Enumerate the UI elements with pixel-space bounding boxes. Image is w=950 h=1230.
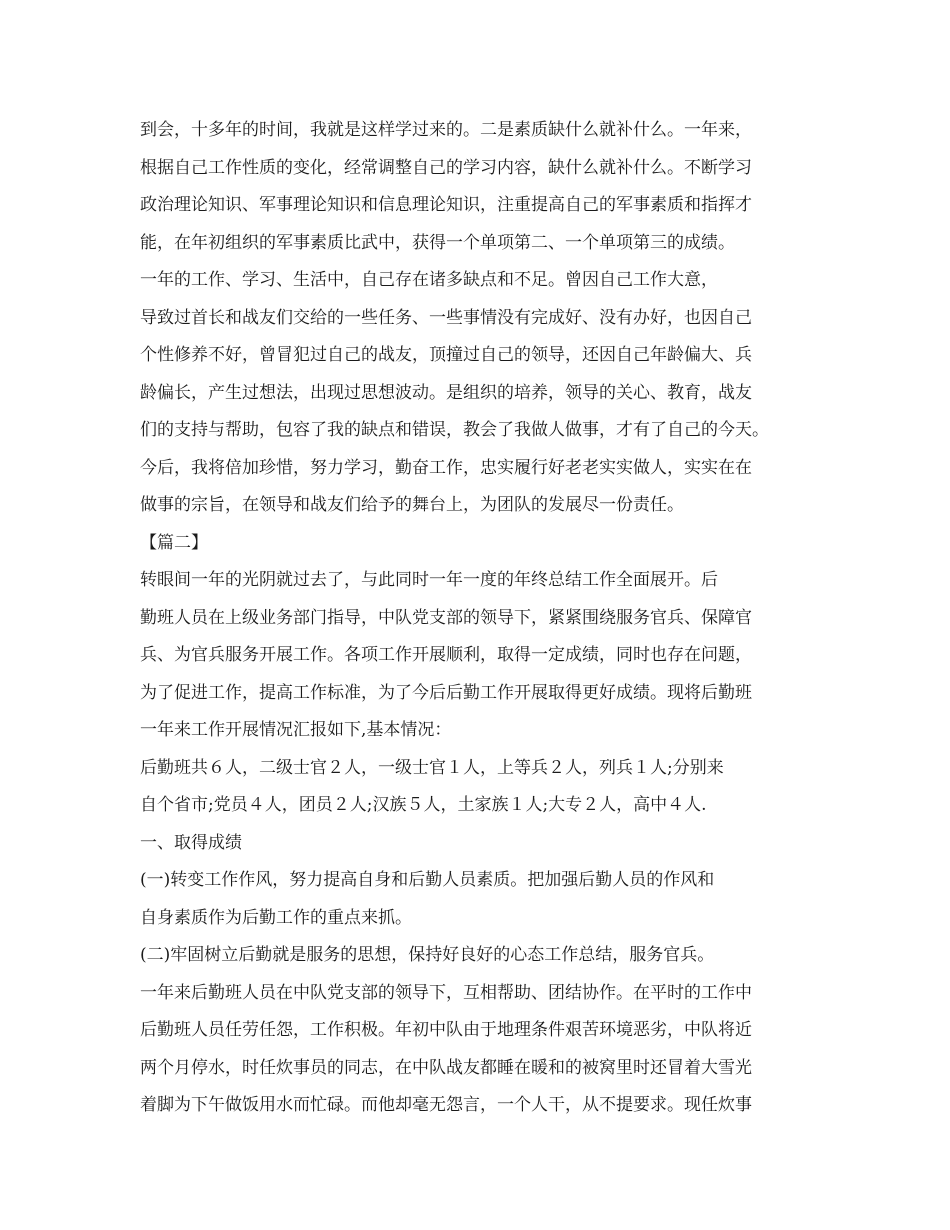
text-line: 今后，我将倍加珍惜，努力学习，勤奋工作，忠实履行好老老实实做人，实实在在 — [140, 457, 752, 478]
text-line: 两个月停水，时任炊事员的同志，在中队战友都睡在暖和的被窝里时还冒着大雪光 — [140, 1057, 752, 1078]
text-line: 后勤班共６人，二级士官２人，一级士官１人，上等兵２人，列兵１人;分别来 — [140, 757, 724, 778]
text-line: 能，在年初组织的军事素质比武中，获得一个单项第二、一个单项第三的成绩。 — [140, 232, 735, 253]
text-line: 自个省市;党员４人，团员２人;汉族５人，土家族１人;大专２人，高中４人. — [140, 795, 707, 815]
text-line: 后勤班人员任劳任怨，工作积极。年初中队由于地理条件艰苦环境恶劣，中队将近 — [140, 1020, 752, 1040]
text-line: 个性修养不好，曾冒犯过自己的战友，顶撞过自己的领导，还因自己年龄偏大、兵 — [140, 345, 752, 365]
text-line: 做事的宗旨，在领导和战友们给予的舞台上，为团队的发展尽一份责任。 — [140, 495, 684, 515]
text-line: 一年来后勤班人员在中队党支部的领导下，互相帮助、团结协作。在平时的工作中 — [140, 982, 752, 1003]
text-line: 根据自己工作性质的变化，经常调整自己的学习内容，缺什么就补什么。不断学习 — [140, 157, 752, 178]
text-line: 导致过首长和战友们交给的一些任务、一些事情没有完成好、没有办好，也因自己 — [140, 307, 752, 328]
text-line: 一年来工作开展情况汇报如下,基本情况： — [140, 720, 452, 740]
text-line: (一)转变工作作风，努力提高自身和后勤人员素质。把加强后勤人员的作风和 — [140, 870, 715, 890]
text-line: 一年的工作、学习、生活中，自己存在诸多缺点和不足。曾因自己工作大意， — [140, 270, 718, 290]
text-line: 着脚为下午做饭用水而忙碌。而他却毫无怨言，一个人干，从不提要求。现任炊事 — [140, 1095, 752, 1115]
text-line: 到会，十多年的时间，我就是这样学过来的。二是素质缺什么就补什么。一年来， — [140, 120, 752, 140]
text-line: 转眼间一年的光阴就过去了，与此同时一年一度的年终总结工作全面展开。后 — [140, 570, 718, 590]
text-line: 们的支持与帮助，包容了我的缺点和错误，教会了我做人做事，才有了自己的今天。 — [140, 420, 769, 440]
text-line: 勤班人员在上级业务部门指导，中队党支部的领导下，紧紧围绕服务官兵、保障官 — [140, 607, 752, 628]
section-heading: 【篇二】 — [140, 532, 208, 553]
document-body — [140, 112, 830, 1125]
text-line: 政治理论知识、军事理论知识和信息理论知识，注重提高自己的军事素质和指挥才 — [140, 195, 752, 215]
text-line: 自身素质作为后勤工作的重点来抓。 — [140, 907, 412, 928]
text-line: 兵、为官兵服务开展工作。各项工作开展顺利，取得一定成绩，同时也存在问题， — [140, 645, 752, 665]
text-line: 一、取得成绩 — [140, 832, 242, 853]
text-line: (二)牢固树立后勤就是服务的思想，保持好良好的心态工作总结，服务官兵。 — [140, 945, 715, 965]
text-line: 为了促进工作，提高工作标准，为了今后后勤工作开展取得更好成绩。现将后勤班 — [140, 682, 752, 703]
text-line: 龄偏长，产生过想法，出现过思想波动。是组织的培养，领导的关心、教育，战友 — [140, 382, 752, 403]
